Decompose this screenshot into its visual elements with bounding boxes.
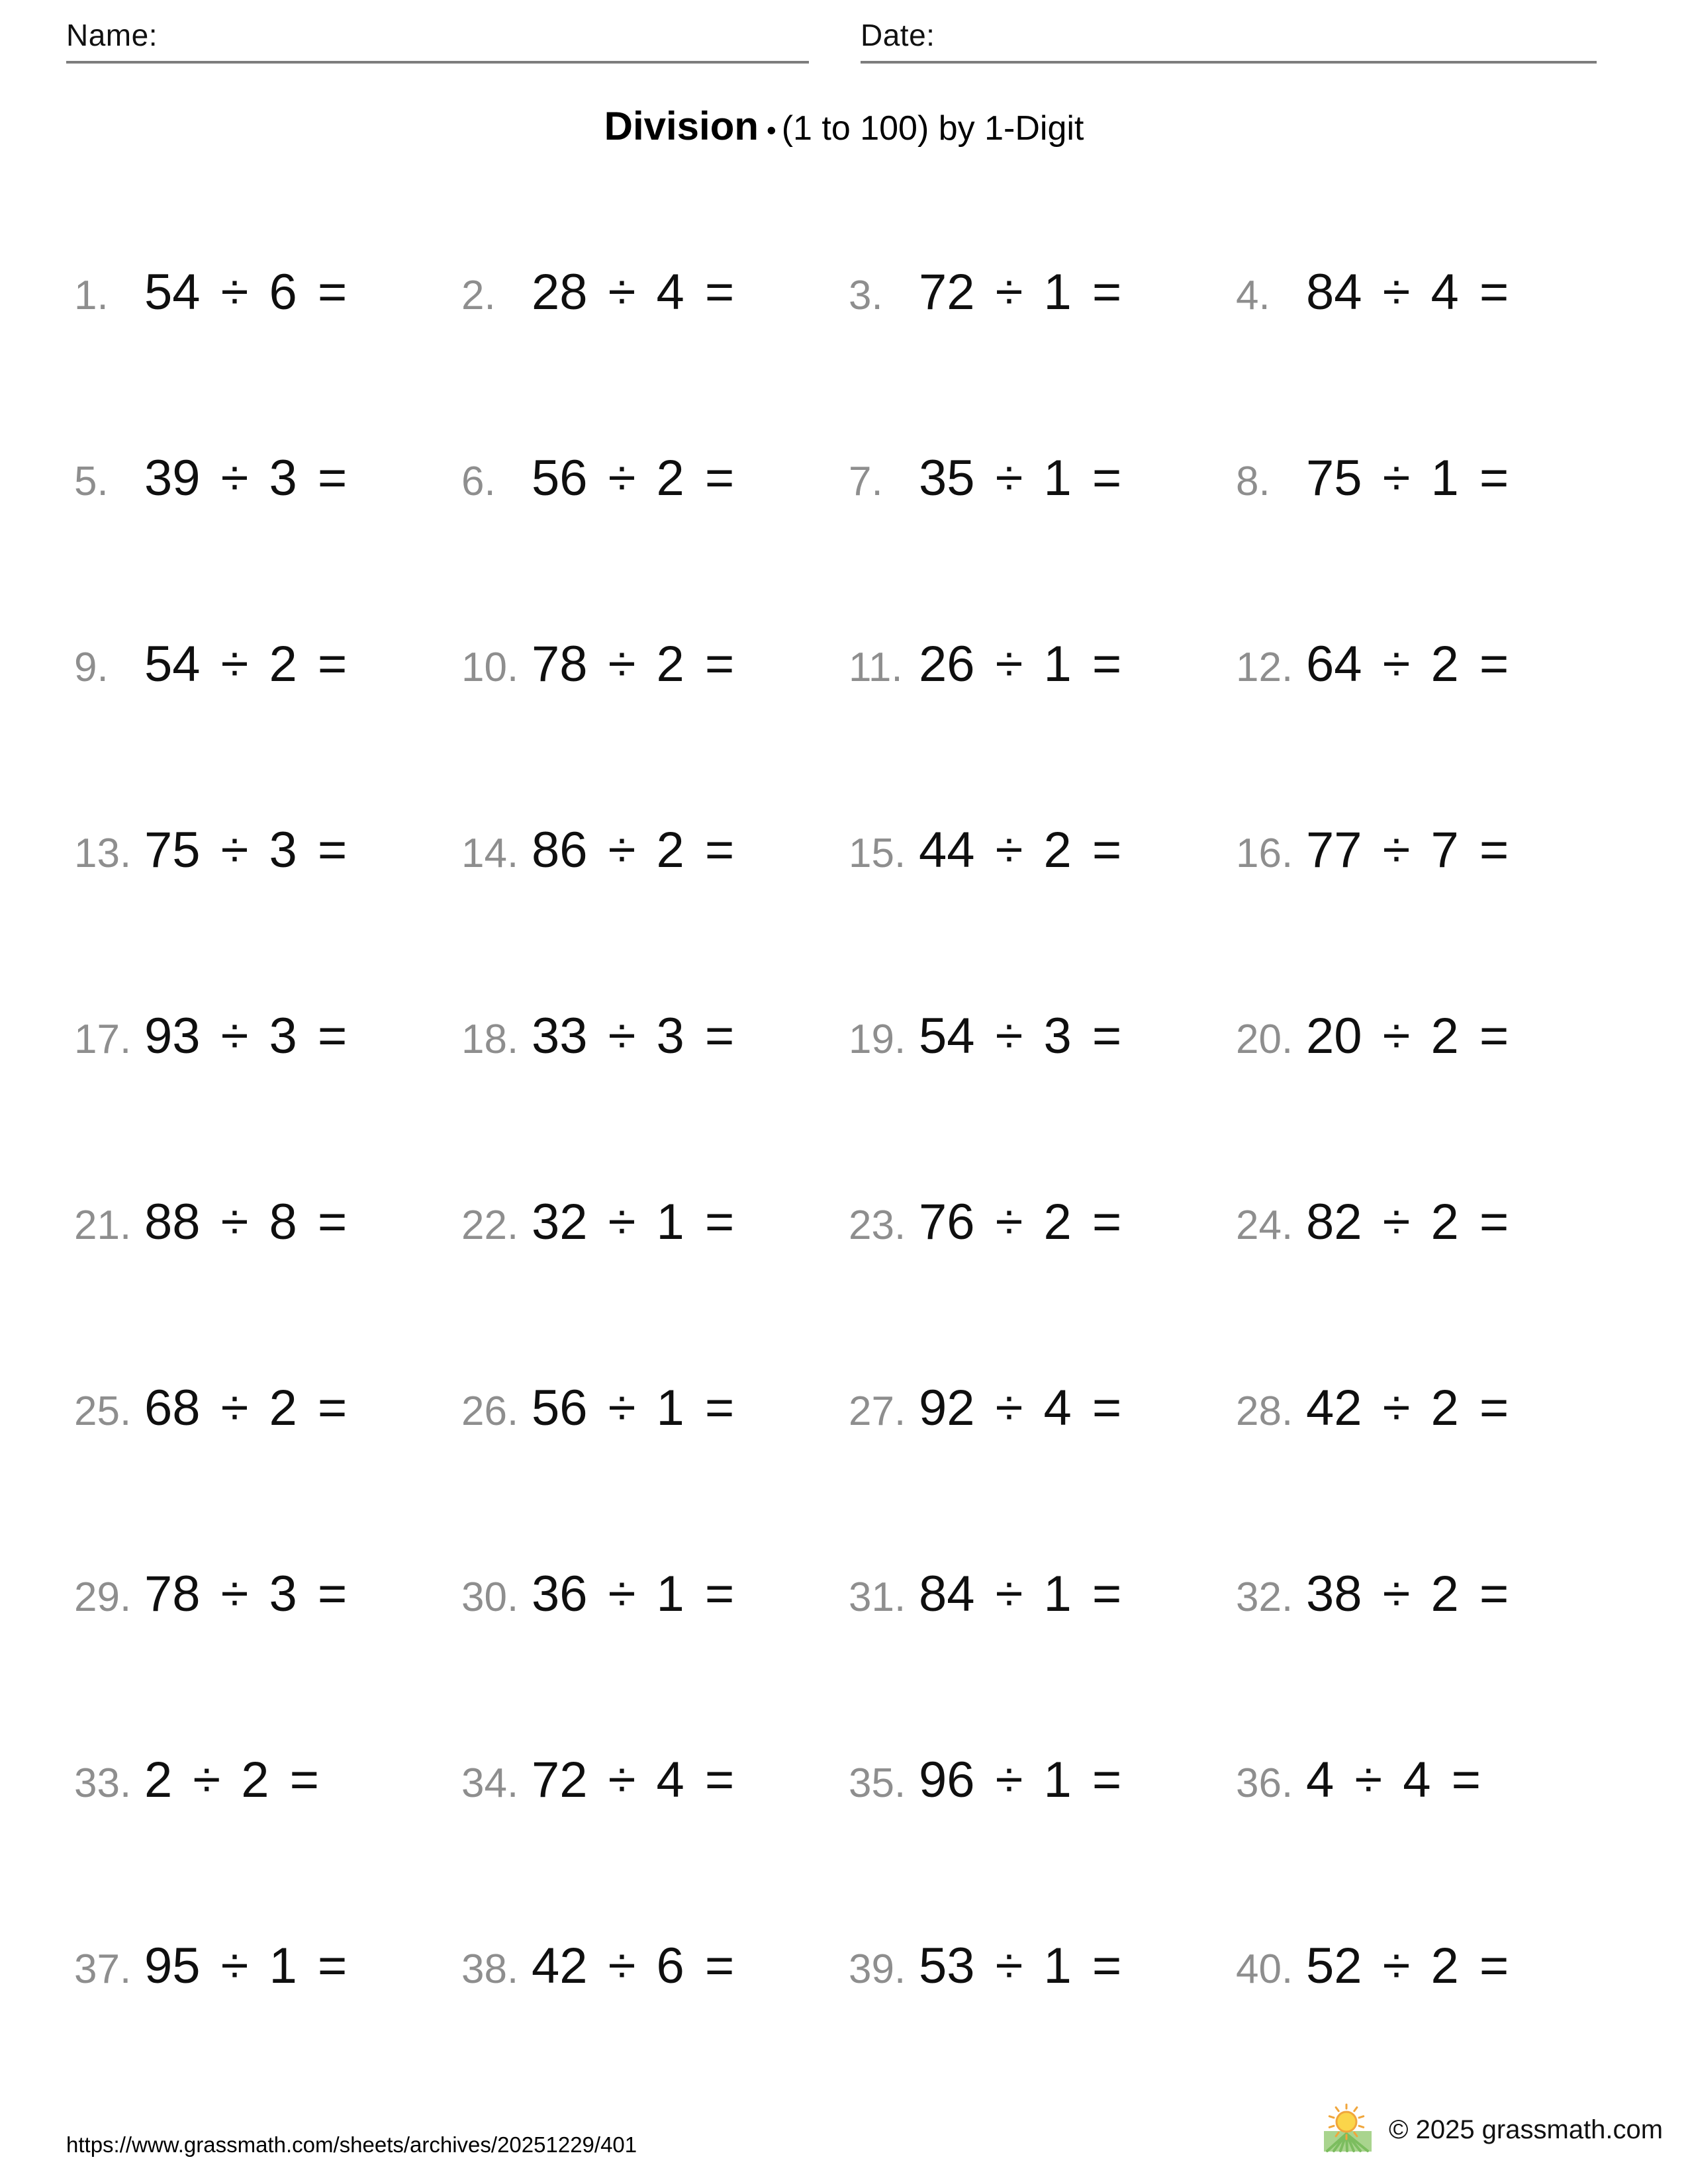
problem-expression: 76 ÷ 2 = xyxy=(919,1194,1122,1250)
problem-item xyxy=(849,1176,1236,1362)
problem-item xyxy=(1236,1176,1623,1362)
problem-item xyxy=(461,1920,849,2106)
problem-number: 36. xyxy=(1236,1760,1293,1806)
problem-number: 24. xyxy=(1236,1203,1293,1248)
problem-expression: 28 ÷ 4 = xyxy=(532,264,735,320)
problem-number: 35. xyxy=(849,1760,906,1806)
problem-number: 12. xyxy=(1236,645,1293,690)
footer-brand xyxy=(1321,2103,1663,2156)
problem-expression: 38 ÷ 2 = xyxy=(1306,1566,1509,1622)
problem-number: 31. xyxy=(849,1574,906,1620)
problem-number: 29. xyxy=(74,1574,132,1620)
title-topic: Division xyxy=(604,104,759,148)
problem-expression: 4 ÷ 4 = xyxy=(1306,1752,1481,1808)
problem-number: 16. xyxy=(1236,831,1293,876)
problem-item xyxy=(849,246,1236,432)
problem-number: 38. xyxy=(461,1946,519,1992)
footer-url[interactable]: https://www.grassmath.com/sheets/archives/20251229/401 xyxy=(66,2132,637,2157)
name-field xyxy=(66,17,809,64)
problem-number: 40. xyxy=(1236,1946,1293,1992)
problem-expression: 42 ÷ 2 = xyxy=(1306,1380,1509,1436)
problem-number: 6. xyxy=(461,459,496,504)
problem-item xyxy=(461,618,849,804)
problem-item xyxy=(1236,1734,1623,1920)
problem-expression: 82 ÷ 2 = xyxy=(1306,1194,1509,1250)
problem-number: 9. xyxy=(74,645,109,690)
worksheet-title xyxy=(0,103,1688,149)
problem-expression: 2 ÷ 2 = xyxy=(144,1752,319,1808)
problem-expression: 26 ÷ 1 = xyxy=(919,636,1122,692)
problem-expression: 32 ÷ 1 = xyxy=(532,1194,735,1250)
problem-expression: 84 ÷ 4 = xyxy=(1306,264,1509,320)
problem-expression: 42 ÷ 6 = xyxy=(532,1938,735,1994)
problem-item xyxy=(1236,804,1623,990)
problem-number: 20. xyxy=(1236,1017,1293,1062)
problem-number: 30. xyxy=(461,1574,519,1620)
problem-number: 10. xyxy=(461,645,519,690)
problem-number: 5. xyxy=(74,459,109,504)
problem-expression: 78 ÷ 2 = xyxy=(532,636,735,692)
name-label: Name: xyxy=(66,18,158,52)
problem-item xyxy=(1236,618,1623,804)
problem-number: 7. xyxy=(849,459,883,504)
problem-number: 23. xyxy=(849,1203,906,1248)
problem-item xyxy=(849,618,1236,804)
title-range: (1 to 100) by 1-Digit xyxy=(781,109,1084,148)
problem-item xyxy=(849,990,1236,1176)
problem-item xyxy=(461,246,849,432)
problem-number: 13. xyxy=(74,831,132,876)
problem-number: 22. xyxy=(461,1203,519,1248)
problem-item xyxy=(461,1362,849,1548)
problem-number: 19. xyxy=(849,1017,906,1062)
problem-number: 32. xyxy=(1236,1574,1293,1620)
problem-number: 1. xyxy=(74,273,109,318)
problem-number: 37. xyxy=(74,1946,132,1992)
copyright-text: © 2025 grassmath.com xyxy=(1389,2115,1664,2144)
problem-expression: 54 ÷ 2 = xyxy=(144,636,348,692)
problem-item xyxy=(461,990,849,1176)
problem-item xyxy=(849,432,1236,618)
problem-expression: 75 ÷ 1 = xyxy=(1306,450,1509,506)
problem-number: 4. xyxy=(1236,273,1270,318)
problem-item xyxy=(74,246,461,432)
date-field xyxy=(861,17,1597,64)
sunrise-field-logo-icon xyxy=(1321,2103,1374,2156)
problem-item xyxy=(849,804,1236,990)
problem-number: 18. xyxy=(461,1017,519,1062)
problem-item xyxy=(849,1734,1236,1920)
problem-item xyxy=(461,804,849,990)
problem-expression: 33 ÷ 3 = xyxy=(532,1008,735,1064)
problem-item xyxy=(849,1920,1236,2106)
problem-item xyxy=(1236,246,1623,432)
problem-item xyxy=(461,1548,849,1734)
problem-item xyxy=(74,990,461,1176)
date-input-line[interactable] xyxy=(861,61,1597,64)
problem-number: 28. xyxy=(1236,1388,1293,1434)
problem-expression: 53 ÷ 1 = xyxy=(919,1938,1122,1994)
problem-expression: 72 ÷ 4 = xyxy=(532,1752,735,1808)
problems-grid xyxy=(74,246,1623,2106)
problem-expression: 44 ÷ 2 = xyxy=(919,822,1122,878)
problem-expression: 56 ÷ 2 = xyxy=(532,450,735,506)
problem-expression: 68 ÷ 2 = xyxy=(144,1380,348,1436)
problem-number: 3. xyxy=(849,273,883,318)
problem-expression: 77 ÷ 7 = xyxy=(1306,822,1509,878)
problem-item xyxy=(74,1920,461,2106)
problem-expression: 54 ÷ 6 = xyxy=(144,264,348,320)
problem-expression: 75 ÷ 3 = xyxy=(144,822,348,878)
problem-expression: 52 ÷ 2 = xyxy=(1306,1938,1509,1994)
problem-expression: 84 ÷ 1 = xyxy=(919,1566,1122,1622)
problem-expression: 92 ÷ 4 = xyxy=(919,1380,1122,1436)
problem-expression: 20 ÷ 2 = xyxy=(1306,1008,1509,1064)
date-label: Date: xyxy=(861,18,935,52)
problem-item xyxy=(74,804,461,990)
problem-item xyxy=(1236,1548,1623,1734)
problem-item xyxy=(74,1362,461,1548)
problem-number: 15. xyxy=(849,831,906,876)
problem-number: 27. xyxy=(849,1388,906,1434)
problem-number: 33. xyxy=(74,1760,132,1806)
name-input-line[interactable] xyxy=(66,61,809,64)
problem-item xyxy=(849,1548,1236,1734)
problem-number: 17. xyxy=(74,1017,132,1062)
problem-expression: 36 ÷ 1 = xyxy=(532,1566,735,1622)
problem-item xyxy=(1236,432,1623,618)
problem-expression: 64 ÷ 2 = xyxy=(1306,636,1509,692)
problem-expression: 35 ÷ 1 = xyxy=(919,450,1122,506)
problem-expression: 54 ÷ 3 = xyxy=(919,1008,1122,1064)
problem-item xyxy=(74,1734,461,1920)
problem-expression: 56 ÷ 1 = xyxy=(532,1380,735,1436)
problem-item xyxy=(74,1548,461,1734)
problem-expression: 86 ÷ 2 = xyxy=(532,822,735,878)
problem-item xyxy=(74,618,461,804)
problem-number: 34. xyxy=(461,1760,519,1806)
problem-item xyxy=(461,1734,849,1920)
problem-item xyxy=(1236,1920,1623,2106)
problem-number: 39. xyxy=(849,1946,906,1992)
problem-number: 25. xyxy=(74,1388,132,1434)
problem-expression: 39 ÷ 3 = xyxy=(144,450,348,506)
problem-expression: 95 ÷ 1 = xyxy=(144,1938,348,1994)
problem-item xyxy=(74,1176,461,1362)
problem-item xyxy=(1236,990,1623,1176)
problem-expression: 78 ÷ 3 = xyxy=(144,1566,348,1622)
problem-number: 8. xyxy=(1236,459,1270,504)
problem-expression: 96 ÷ 1 = xyxy=(919,1752,1122,1808)
problem-item xyxy=(74,432,461,618)
problem-expression: 93 ÷ 3 = xyxy=(144,1008,348,1064)
problem-number: 2. xyxy=(461,273,496,318)
problem-item xyxy=(1236,1362,1623,1548)
problem-item xyxy=(461,1176,849,1362)
problem-number: 11. xyxy=(849,645,903,690)
problem-item xyxy=(461,432,849,618)
title-separator: • xyxy=(767,114,776,146)
problem-number: 14. xyxy=(461,831,519,876)
problem-expression: 72 ÷ 1 = xyxy=(919,264,1122,320)
problem-number: 26. xyxy=(461,1388,519,1434)
problem-item xyxy=(849,1362,1236,1548)
problem-expression: 88 ÷ 8 = xyxy=(144,1194,348,1250)
problem-number: 21. xyxy=(74,1203,132,1248)
